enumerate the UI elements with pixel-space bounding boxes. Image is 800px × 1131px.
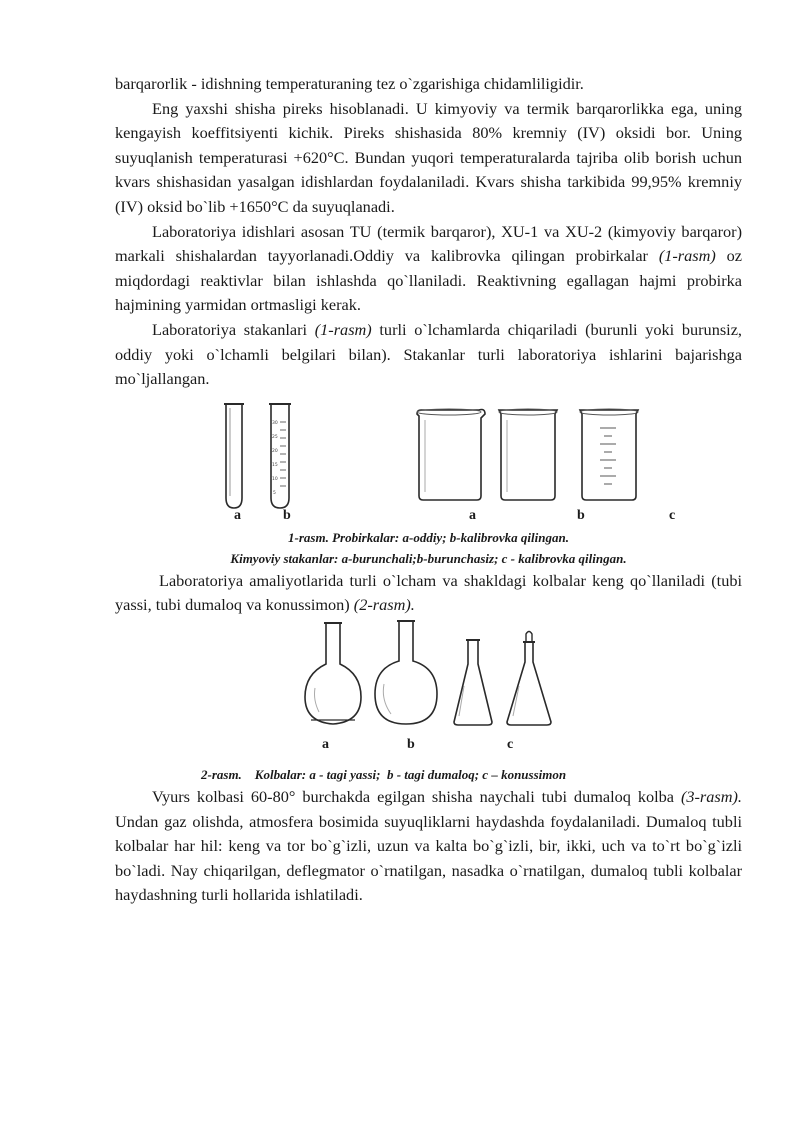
text-span: Laboratoriya stakanlari (152, 319, 315, 339)
paragraph-flasks (115, 569, 742, 618)
flask-conical-stoppered-illustration (501, 628, 557, 728)
scale-mark: 5 (273, 490, 276, 496)
figure-reference: (2-rasm). (353, 595, 415, 615)
scale-mark: 10 (272, 476, 278, 482)
test-tube-plain-illustration (223, 400, 245, 512)
flask-conical-illustration (451, 636, 495, 728)
figure-reference: (3-rasm). (680, 786, 742, 806)
figure-2 (115, 618, 742, 764)
figure-label: b (407, 736, 415, 752)
flask-flat-bottom-illustration (301, 620, 365, 730)
text-span: Vyurs kolbasi 60-80° burchakda egilgan shisha naychali tubi dumaloq kolba (152, 786, 681, 806)
beaker-graduated-illustration (576, 406, 642, 502)
paragraph-pyrex: Eng yaxshi shisha pireks hisoblanadi. U kimyoviy va termik barqarorlikka ega, uning kengayish koeffitsiyenti kichik. Pireks shishasida 80% kremniy (IV) oksidi bor. Uning suyuqlanish temperaturasi +620°C. Bundan yuqori temperaturalarda tajriba olib borish uchun kvars shishasidan yasalgan idishlardan foydalaniladi. Kvars shisha tarkibida 99,95% kremniy (IV) oksid bo`lib +1650°C da suyuqlanadi. (115, 98, 742, 216)
figure-label: b (577, 507, 585, 523)
test-tube-graduated-illustration (268, 400, 292, 512)
figure-label: c (669, 507, 676, 523)
scale-mark: 20 (272, 448, 278, 454)
text-span: turli o`lchamlarda chiqariladi (burunli yoki burunsiz, oddiy yoki o`lchamli belgilari bilan). Stakanlar turli laboratoriya ishlarini bajarishga mo`ljallangan. (115, 319, 742, 389)
figure-1-caption: 1-rasm. Probirkalar: a-oddiy; b-kalibrovka qilingan. (288, 529, 569, 545)
figure-1-caption-2: Kimyoviy stakanlar: a-burunchali;b-burunchasiz; c - kalibrovka qilingan. (230, 550, 627, 566)
figure-reference: (1-rasm) (658, 246, 716, 266)
figure-2-caption: 2-rasm. Kolbalar: a - tagi yassi; b - tagi dumaloq; c – konussimon (201, 766, 567, 782)
paragraph-intro: barqarorlik - idishning temperaturaning tez o`zgarishiga chidamliligidir. (115, 74, 584, 93)
beaker-plain-illustration (495, 406, 561, 502)
text-span: Laboratoriya idishlari asosan TU (termik barqaror), XU-1 va XU-2 (kimyoviy barqaror) markali shishalardan tayyorlanadi.Oddiy va kalibrovka qilingan probirkalar (115, 221, 742, 266)
paragraph-glass-types (115, 220, 742, 318)
document-page (115, 72, 742, 908)
figure-reference: (1-rasm) (314, 319, 372, 339)
scale-mark: 15 (272, 462, 278, 468)
figure-label: a (322, 736, 329, 752)
figure-label: b (283, 507, 291, 523)
figure-1 (115, 392, 742, 527)
text-span: oz miqdordagi reaktivlar bilan ishlashda qo`llaniladi. Reaktivning egallagan hajmi probirka hajmining yarmidan ortmasligi kerak. (115, 246, 743, 315)
flask-round-bottom-illustration (371, 618, 441, 730)
text-span: Laboratoriya amaliyotlarida turli o`lcham va shakldagi kolbalar keng qo`llaniladi (tubi yassi, tubi dumaloq va konussimon) (115, 570, 742, 615)
beaker-spouted-illustration (411, 406, 487, 502)
paragraph-beakers (115, 318, 742, 392)
figure-label: a (234, 507, 241, 523)
figure-label: a (469, 507, 476, 523)
paragraph-wurtz-flask (115, 785, 742, 908)
text-span: Undan gaz olishda, atmosfera bosimida suyuqliklarni haydashda foydalaniladi. Dumaloq tubli kolbalar har hil: keng va tor bo`g`izli, uzun va kalta bo`g`izli, bir, ikki, uch va to`rt bo`g`izli bo`ladi. Nay chiqarilgan, deflegmator o`rnatilgan, nasadka o`rnatilgan, dumaloq tubli kolbalar haydashning turli hollarida ishlatiladi. (115, 811, 742, 905)
figure-label: c (507, 736, 514, 752)
scale-mark: 30 (272, 420, 278, 426)
scale-mark: 25 (272, 434, 278, 440)
